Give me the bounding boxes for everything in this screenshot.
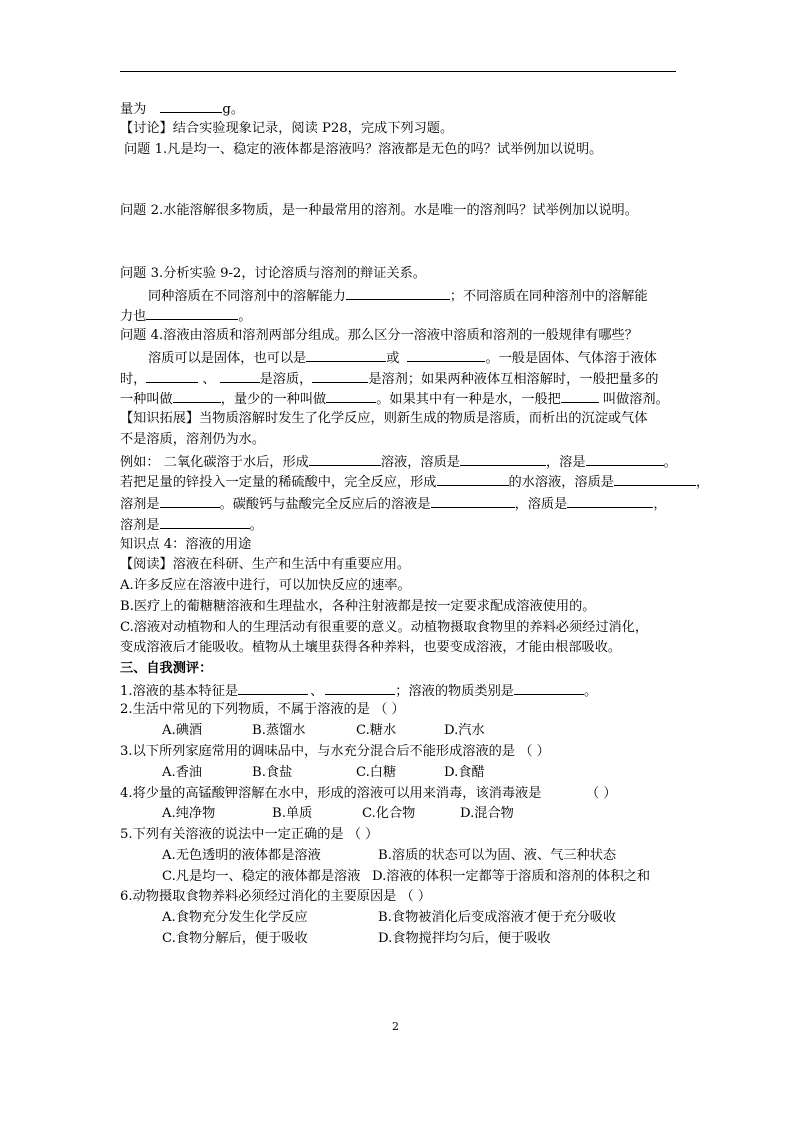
option[interactable]: D.食物搅拌均匀后，便于吸收: [378, 931, 551, 946]
text: 【阅读】溶液在科研、生产和生活中有重要应用。: [120, 557, 411, 572]
text: 溶质可以是固体，也可以是: [148, 351, 307, 366]
option[interactable]: B.食盐: [252, 765, 293, 780]
question-4: [120, 327, 638, 345]
option[interactable]: D.食醋: [444, 765, 485, 780]
question-item: [120, 826, 378, 844]
fill-blank[interactable]: [312, 369, 368, 383]
question-2: [120, 202, 638, 220]
text: ；不同溶质在同种溶剂中的溶解能: [449, 289, 648, 304]
text: 2.生活中常见的下列物质，不属于溶液的是 （ ）: [120, 702, 405, 717]
question-item: [120, 701, 405, 719]
text: 。如果其中有一种是水，一般把: [376, 392, 561, 407]
option[interactable]: D.混合物: [460, 806, 514, 821]
question-item: [120, 681, 597, 701]
question-1: [124, 141, 602, 159]
text: （ ）: [586, 786, 617, 801]
fill-blank[interactable]: [346, 286, 450, 300]
text: 问题 2.水能溶解很多物质，是一种最常用的溶剂。水是唯一的溶剂吗？试举例加以说明。: [120, 203, 638, 218]
text: 。: [583, 684, 598, 699]
fill-blank[interactable]: [326, 389, 376, 403]
fill-blank[interactable]: [160, 99, 222, 113]
question-3: [120, 265, 426, 283]
text: ，量少的一种叫做: [220, 392, 327, 407]
text-line: [120, 639, 621, 657]
fill-blank[interactable]: [309, 452, 381, 466]
text-line: [120, 577, 411, 595]
text-line: [120, 369, 658, 389]
text: 、: [310, 684, 324, 699]
option[interactable]: A.食物充分发生化学反应: [162, 910, 308, 925]
fill-blank[interactable]: [220, 369, 260, 383]
text: B.医疗上的葡糖糖溶液和生理盐水，各种注射液都是按一定要求配成溶液使用的。: [120, 599, 596, 614]
text: 时，: [120, 372, 147, 387]
text: ，: [653, 497, 667, 512]
text: 溶剂是: [120, 518, 160, 533]
text: 不是溶质，溶剂仍为水。: [120, 432, 266, 447]
text: 叫做溶剂。: [602, 392, 669, 407]
option[interactable]: A.无色透明的液体都是溶液: [162, 848, 321, 863]
text-line: [120, 472, 709, 492]
fill-blank[interactable]: [160, 494, 220, 508]
text: 。碳酸钙与盐酸完全反应后的溶液是: [219, 497, 431, 512]
fill-blank[interactable]: [561, 389, 599, 403]
option[interactable]: C.糖水: [356, 723, 397, 738]
text: 例如： 二氧化碳溶于水后，形成: [120, 455, 309, 470]
text: 知识点 4：溶液的用途: [120, 537, 252, 552]
text-line: [120, 619, 648, 637]
fill-blank[interactable]: [173, 389, 221, 403]
option[interactable]: B.食物被消化后变成溶液才便于充分吸收: [378, 910, 617, 925]
text: 问题 4.溶液由溶质和溶剂两部分组成。那么区分一溶液中溶质和溶剂的一般规律有哪些？: [120, 328, 638, 343]
text-line: [120, 452, 677, 472]
fill-blank[interactable]: [437, 472, 509, 486]
option[interactable]: C.化合物: [362, 806, 416, 821]
text-line: [120, 598, 595, 616]
text: 力也: [120, 309, 147, 324]
text: ，: [696, 475, 710, 490]
fill-blank[interactable]: [146, 306, 238, 320]
option[interactable]: B.蒸馏水: [252, 723, 306, 738]
reading-heading: [120, 556, 410, 574]
text: 【讨论】结合实验现象记录，阅读 P28，完成下列习题。: [120, 121, 454, 136]
text-line: [148, 348, 657, 368]
text: 。一般是固体、气体溶于液体: [485, 351, 657, 366]
option[interactable]: A.碘酒: [162, 723, 203, 738]
option[interactable]: D.汽水: [444, 723, 485, 738]
text: ；溶液的物质类别是: [395, 684, 514, 699]
text-line: [120, 494, 667, 514]
fill-blank[interactable]: [146, 369, 198, 383]
text: 溶剂是: [120, 497, 160, 512]
option[interactable]: A.香油: [162, 765, 203, 780]
text-line: [120, 99, 244, 119]
fill-blank[interactable]: [325, 681, 395, 695]
self-test-heading: [120, 660, 212, 678]
fill-blank[interactable]: [407, 348, 485, 362]
text: A.许多反应在溶液中进行，可以加快反应的速率。: [120, 578, 411, 593]
text: 问题 3.分析实验 9-2，讨论溶质与溶剂的辩证关系。: [120, 266, 426, 281]
text: 。: [663, 455, 677, 470]
option[interactable]: B.溶质的状态可以为固、液、气三种状态: [378, 848, 617, 863]
fill-blank[interactable]: [567, 494, 653, 508]
option[interactable]: A.纯净物: [162, 806, 216, 821]
fill-blank[interactable]: [614, 472, 696, 486]
text: 、: [202, 372, 216, 387]
fill-blank[interactable]: [306, 348, 386, 362]
fill-blank[interactable]: [460, 452, 546, 466]
option[interactable]: C.食物分解后，便于吸收: [162, 931, 308, 946]
fill-blank[interactable]: [238, 681, 308, 695]
header-rule: [120, 71, 676, 72]
text: 或: [386, 351, 400, 366]
option[interactable]: C.白糖: [356, 765, 397, 780]
text-line: [120, 306, 252, 326]
fill-blank[interactable]: [431, 494, 515, 508]
text-line: [120, 431, 265, 449]
text: 4.将少量的高锰酸钾溶解在水中，形成的溶液可以用来消毒，该消毒液是: [120, 786, 542, 801]
option[interactable]: B.单质: [272, 806, 313, 821]
text: 6.动物摄取食物养料必须经过消化的主要原因是 （ ）: [120, 889, 432, 904]
text: 5.下列有关溶液的说法中一定正确的是 （ ）: [120, 827, 379, 842]
text: 【知识拓展】当物质溶解时发生了化学反应，则新生成的物质是溶质，而析出的沉淀或气体: [120, 411, 648, 426]
text-line: [148, 286, 648, 306]
text: C.溶液对动植物和人的生理活动有很重要的意义。动植物摄取食物里的养料必须经过消化，: [120, 620, 649, 635]
discussion-heading: [120, 120, 453, 138]
fill-blank[interactable]: [586, 452, 664, 466]
text: ，溶是: [545, 455, 586, 470]
fill-blank[interactable]: [514, 681, 584, 695]
text: g。: [222, 102, 245, 117]
text: 是溶质，: [259, 372, 313, 387]
extension-heading: [120, 410, 648, 428]
text: 。: [249, 518, 263, 533]
section-heading: [120, 536, 251, 554]
question-item: [120, 888, 431, 906]
text: 的水溶液，溶质是: [508, 475, 614, 490]
option[interactable]: D.溶液的体积一定都等于溶质和溶剂的体积之和: [372, 869, 651, 884]
text: 量为: [120, 102, 147, 117]
option[interactable]: C.凡是均一、稳定的液体都是溶液: [162, 869, 361, 884]
text: 。: [238, 309, 252, 324]
question-item: [120, 743, 550, 761]
text-line: [120, 389, 669, 409]
text: 3.以下所列家庭常用的调味品中，与水充分混合后不能形成溶液的是 （ ）: [120, 744, 550, 759]
text: 若把足量的锌投入一定量的稀硫酸中，完全反应，形成: [120, 475, 437, 490]
text: 一种叫做: [120, 392, 173, 407]
text: 问题 1.凡是均一、稳定的液体都是溶液吗？溶液都是无色的吗？试举例加以说明。: [124, 142, 603, 157]
text: 三、自我测评：: [120, 661, 213, 676]
page-number: 2: [392, 1020, 399, 1033]
text: 变成溶液后才能吸收。植物从土壤里获得各种养料，也要变成溶液，才能由根部吸收。: [120, 640, 622, 655]
text: 是溶剂；如果两种液体互相溶解时，一般把量多的: [368, 372, 659, 387]
text: 溶液，溶质是: [380, 455, 460, 470]
text-line: [120, 515, 263, 535]
text: ，溶质是: [514, 497, 568, 512]
text: 同种溶质在不同溶剂中的溶解能力: [148, 289, 346, 304]
text: 1.溶液的基本特征是: [120, 684, 239, 699]
fill-blank[interactable]: [160, 515, 250, 529]
